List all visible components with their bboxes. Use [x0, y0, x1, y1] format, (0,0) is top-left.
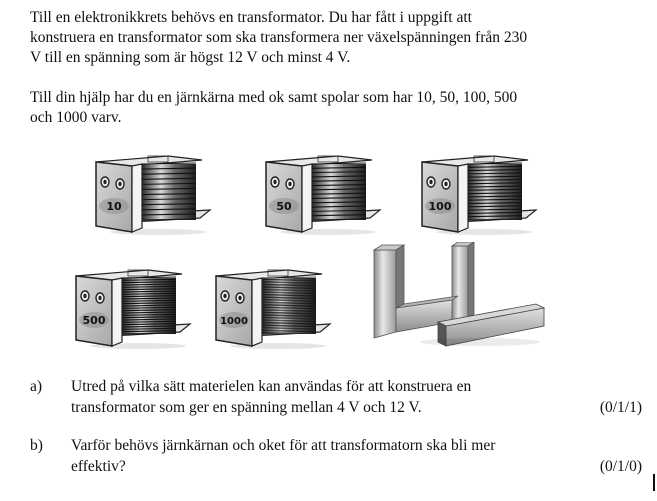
materials-paragraph — [30, 88, 630, 128]
coil-500-turns — [68, 262, 192, 355]
question-text — [71, 435, 495, 477]
question-b — [30, 435, 650, 477]
question-points: (0/1/0) — [599, 458, 642, 475]
coil-turns-label: 500 — [82, 314, 106, 327]
coil-1000-turns — [208, 262, 332, 355]
intro-paragraph — [30, 8, 630, 68]
iron-core-icon — [368, 242, 558, 352]
coil-turns-label: 10 — [106, 200, 122, 213]
coil-10-turns — [88, 148, 212, 241]
question-points: (0/1/1) — [599, 399, 642, 416]
question-a-line-1: Utred på vilka sätt materielen kan användas för att konstruera en — [71, 378, 472, 395]
coil-turns-label: 100 — [428, 200, 452, 213]
intro-line-3: V till en spänning som är högst 12 V och minst 4 V. — [30, 49, 351, 66]
coil-illustration — [88, 148, 212, 236]
question-a — [30, 376, 650, 418]
coil-illustration — [258, 148, 382, 236]
question-b-line-1: Varför behövs järnkärnan och oket för att transformatorn ska bli mer — [71, 437, 496, 454]
question-letter: b) — [30, 437, 43, 454]
question-text — [71, 376, 471, 418]
materials-line-1: Till din hjälp har du en järnkärna med ok samt spolar som har 10, 50, 100, 500 — [30, 89, 518, 106]
question-letter: a) — [30, 378, 43, 395]
intro-line-2: konstruera en transformator som ska transformera ner växelspänningen från 230 — [30, 29, 528, 46]
coil-50-turns — [258, 148, 382, 241]
text-cursor — [653, 474, 655, 491]
coil-100-turns — [414, 148, 538, 241]
iron-core-and-yoke — [368, 242, 558, 357]
coil-turns-label: 1000 — [220, 316, 248, 327]
coil-illustration — [414, 148, 538, 236]
question-b-line-2: effektiv? — [71, 458, 126, 475]
materials-line-2: och 1000 varv. — [30, 109, 122, 126]
coil-turns-label: 50 — [276, 200, 292, 213]
intro-line-1: Till en elektronikkrets behövs en transformator. Du har fått i uppgift att — [30, 9, 472, 26]
coil-illustration — [208, 262, 332, 350]
question-a-line-2: transformator som ger en spänning mellan 4 V och 12 V. — [71, 399, 422, 416]
coil-illustration — [68, 262, 192, 350]
